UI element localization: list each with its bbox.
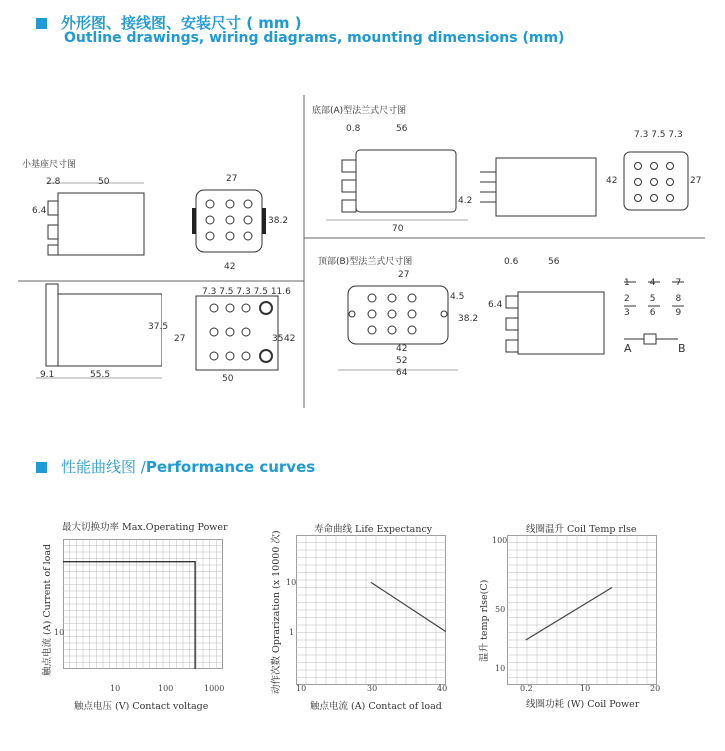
header-title-cn: 外形图、接线图、安装尺寸 ( mm ) (61, 14, 302, 32)
dim-label: 38.2 (268, 216, 289, 226)
dim-label: 37.5 (148, 322, 169, 332)
dim-label: 27 (226, 174, 238, 184)
header-marker-icon (36, 462, 47, 473)
dim-row-label: 7.3 7.5 7.3 7.5 11.6 (202, 287, 291, 297)
small-base-socket-drawing (184, 288, 294, 378)
dim-label: 4.2 (458, 196, 473, 206)
dim-label: 55.5 (90, 370, 111, 380)
dim-label: 38.2 (458, 314, 479, 324)
bottom-flange-pins-drawing (620, 148, 700, 214)
chart2-ytick: 1 (289, 628, 295, 637)
chart3-ytick: 100 (492, 536, 508, 545)
dim-label: 6.4 (488, 300, 503, 310)
chart3-ylabel: 温升 temp rlse(C) (479, 579, 490, 662)
chart2-title: 寿命曲线 Life Expectancy (314, 524, 433, 535)
chart3-xlabel: 线圈功耗 (W) Coil Power (526, 699, 640, 710)
dim-label: 6.4 (32, 206, 47, 216)
top-flange-label: 顶部(B)型法兰式尺寸图 (318, 257, 413, 267)
dim-label: 27 (174, 334, 186, 344)
dim-label: 27 (690, 176, 702, 186)
chart3-xtick: 10 (580, 684, 591, 693)
chart2-xtick: 40 (437, 684, 448, 693)
chart2-ytick: 10 (286, 578, 297, 587)
dim-label: 27 (398, 270, 410, 280)
chart1-ytick: 10 (54, 628, 65, 637)
dim-label: 35 (272, 334, 284, 344)
bottom-flange-end-drawing (476, 152, 606, 222)
coil-label-b: B (678, 342, 686, 355)
small-base-top-drawing (188, 180, 278, 260)
dim-label: 70 (392, 224, 404, 234)
dim-label: 2.8 (46, 177, 61, 187)
coil-label-a: A (624, 342, 632, 355)
chart1-title: 最大切换功率 Max.Operating Power (62, 522, 228, 533)
dim-label: 52 (396, 356, 408, 366)
header-title-en: Outline drawings, wiring diagrams, mounting dimensions (mm) (64, 30, 565, 46)
section-header-performance (36, 456, 315, 477)
performance-title-cn: 性能曲线图 / (61, 458, 146, 476)
dim-label: 64 (396, 368, 408, 378)
dim-row-label: 7.3 7.5 7.3 (634, 130, 683, 140)
small-base-side-drawing (38, 175, 178, 265)
chart2-xlabel: 触点电流 (A) Contact of load (310, 701, 442, 712)
chart3-title: 线圈温升 Coil Temp rlse (526, 524, 637, 535)
chart1-xtick: 10 (110, 684, 121, 693)
bottom-flange-side-drawing (322, 130, 472, 225)
chart1-plot (63, 539, 223, 669)
chart3-plot (507, 535, 657, 685)
chart3-ytick: 50 (495, 605, 506, 614)
chart3-ytick: 10 (495, 664, 506, 673)
chart1-ylabel: 触点电流 (A) Current of load (42, 543, 53, 676)
chart1-xtick: 1000 (204, 684, 225, 693)
chart2-xtick: 10 (296, 684, 307, 693)
pin-row: 2 5 8 (624, 294, 682, 304)
dim-label: 42 (224, 262, 236, 272)
chart1-xtick: 100 (158, 684, 174, 693)
bottom-flange-label: 底部(A)型法兰式尺寸图 (312, 106, 407, 116)
pin-row: 1 4 7 (624, 278, 682, 288)
dim-label: 9.1 (40, 370, 55, 380)
dim-label: 42 (396, 344, 408, 354)
chart1-xlabel: 触点电压 (V) Contact voltage (74, 701, 209, 712)
dim-label: 0.6 (504, 257, 519, 267)
performance-title-en: Performance curves (145, 458, 316, 476)
top-flange-side-drawing (498, 266, 608, 366)
chart2-xtick: 30 (367, 684, 378, 693)
dim-label: 50 (98, 177, 110, 187)
chart3-xtick: 20 (650, 684, 661, 693)
chart3-xtick: 0.2 (520, 684, 533, 693)
dim-label: 56 (548, 257, 560, 267)
chart2-plot (296, 535, 446, 685)
dim-label: 4.5 (450, 292, 465, 302)
dim-label: 0.8 (346, 124, 361, 134)
small-base-label: 小基座尺寸图 (22, 160, 77, 170)
dim-label: 42 (606, 176, 618, 186)
pin-row: 3 6 9 (624, 308, 682, 318)
chart2-ylabel: 动作次数 Oprarization (x 10000 次) (271, 530, 282, 694)
dim-label: 50 (222, 374, 234, 384)
dim-label: 42 (284, 334, 296, 344)
dim-label: 56 (396, 124, 408, 134)
